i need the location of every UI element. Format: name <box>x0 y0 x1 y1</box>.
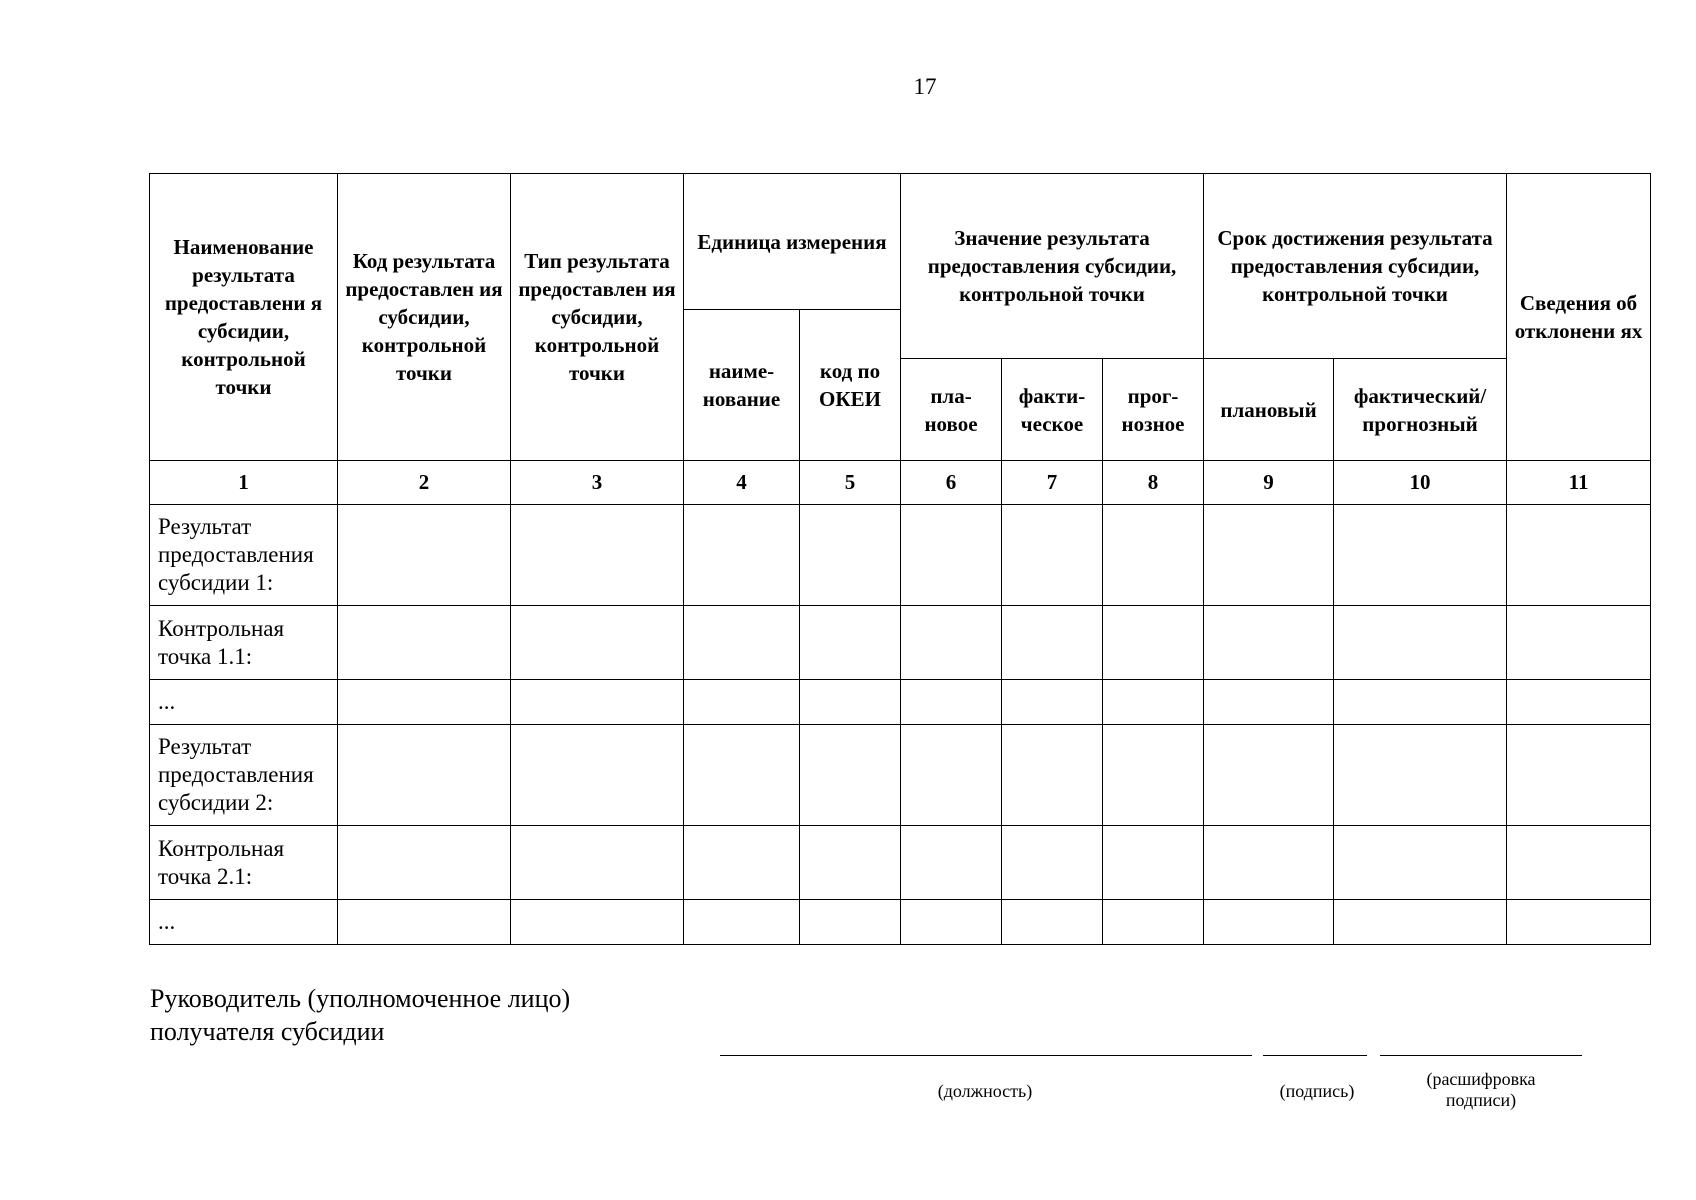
header-term-fact: фактический/ прогнозный <box>1334 359 1507 461</box>
header-term-plan: плановый <box>1204 359 1334 461</box>
table-cell <box>1002 826 1103 900</box>
table-cell <box>1507 680 1651 725</box>
table-cell <box>1334 725 1507 826</box>
column-number: 1 <box>150 461 338 505</box>
table-row <box>150 826 1651 900</box>
header-name: Наименование результата предоставлени я субсидии, контрольной точки <box>150 174 338 461</box>
table-cell <box>684 606 800 680</box>
column-number: 10 <box>1334 461 1507 505</box>
row-label: ... <box>150 680 338 725</box>
table-cell <box>1507 826 1651 900</box>
row-label: ... <box>150 900 338 945</box>
table-cell <box>1334 826 1507 900</box>
table-cell <box>1507 725 1651 826</box>
table-cell <box>1204 505 1334 606</box>
page-number: 17 <box>913 74 937 99</box>
table-cell <box>1002 900 1103 945</box>
table-cell <box>1334 505 1507 606</box>
row-label: Контрольная точка 1.1: <box>150 606 338 680</box>
column-number: 5 <box>800 461 901 505</box>
table-cell <box>684 900 800 945</box>
table-cell <box>1204 680 1334 725</box>
column-number: 8 <box>1103 461 1204 505</box>
table-cell <box>684 680 800 725</box>
table-cell <box>1103 680 1204 725</box>
column-number-row <box>150 461 1651 505</box>
table-cell <box>1204 725 1334 826</box>
table-cell <box>1002 505 1103 606</box>
table-cell <box>1507 900 1651 945</box>
header-value-plan: пла- новое <box>901 359 1002 461</box>
table-row <box>150 606 1651 680</box>
table-cell <box>1103 505 1204 606</box>
table-cell <box>1204 606 1334 680</box>
table-cell <box>1204 826 1334 900</box>
column-number: 2 <box>338 461 511 505</box>
table-cell <box>1507 606 1651 680</box>
table-cell <box>511 680 684 725</box>
table-cell <box>1334 680 1507 725</box>
table-cell <box>511 505 684 606</box>
table-cell <box>684 826 800 900</box>
table-cell <box>1204 900 1334 945</box>
header-unit-okei: код по ОКЕИ <box>800 310 901 461</box>
row-label: Результат предоставления субсидии 1: <box>150 505 338 606</box>
table-cell <box>901 505 1002 606</box>
table-cell <box>1103 606 1204 680</box>
table-cell <box>800 725 901 826</box>
header-value-fact: факти- ческое <box>1002 359 1103 461</box>
decode-caption: (расшифровка подписи) <box>1426 1069 1536 1110</box>
table-cell <box>338 680 511 725</box>
table-cell <box>901 680 1002 725</box>
table-cell <box>800 606 901 680</box>
table-cell <box>1334 606 1507 680</box>
table-cell <box>800 900 901 945</box>
table-cell <box>1103 900 1204 945</box>
row-label: Контрольная точка 2.1: <box>150 826 338 900</box>
table-row <box>150 680 1651 725</box>
signature-block <box>150 982 570 1048</box>
table-cell <box>1002 680 1103 725</box>
header-unit-name: наиме- нование <box>684 310 800 461</box>
table-cell <box>901 826 1002 900</box>
table-cell <box>800 680 901 725</box>
header-term: Срок достижения результата предоставления субсидии, контрольной точки <box>1204 174 1507 359</box>
signature-title-line1: Руководитель (уполномоченное лицо) <box>150 984 571 1013</box>
table-cell <box>1334 900 1507 945</box>
column-number: 3 <box>511 461 684 505</box>
table-cell <box>511 900 684 945</box>
header-unit: Единица измерения <box>684 174 901 310</box>
table-cell <box>1507 505 1651 606</box>
column-number: 11 <box>1507 461 1651 505</box>
table-cell <box>684 725 800 826</box>
position-line <box>720 1055 1252 1056</box>
header-deviation: Сведения об отклонени ях <box>1507 174 1651 461</box>
header-type: Тип результата предоставлен ия субсидии, контрольной точки <box>511 174 684 461</box>
table-cell <box>511 725 684 826</box>
column-number: 9 <box>1204 461 1334 505</box>
sign-caption: (подпись) <box>1279 1081 1355 1101</box>
header-code: Код результата предоставлен ия субсидии, контрольной точки <box>338 174 511 461</box>
header-value-forecast: прог- нозное <box>1103 359 1204 461</box>
table-cell <box>800 826 901 900</box>
table-cell <box>338 900 511 945</box>
results-table <box>149 173 1651 945</box>
table-cell <box>338 606 511 680</box>
table-cell <box>1002 606 1103 680</box>
table-row <box>150 725 1651 826</box>
table-cell <box>338 826 511 900</box>
table-cell <box>901 900 1002 945</box>
decode-line <box>1380 1055 1582 1056</box>
table-cell <box>800 505 901 606</box>
table-row <box>150 900 1651 945</box>
table-cell <box>1103 826 1204 900</box>
row-label: Результат предоставления субсидии 2: <box>150 725 338 826</box>
column-number: 6 <box>901 461 1002 505</box>
table-cell <box>901 606 1002 680</box>
table-cell <box>901 725 1002 826</box>
table-cell <box>511 826 684 900</box>
table-cell <box>511 606 684 680</box>
table-cell <box>338 725 511 826</box>
table-cell <box>1002 725 1103 826</box>
signature-title-line2: получателя субсидии <box>150 1017 385 1046</box>
table-cell <box>338 505 511 606</box>
signature-line <box>1263 1055 1367 1056</box>
table-row <box>150 505 1651 606</box>
column-number: 7 <box>1002 461 1103 505</box>
position-caption: (должность) <box>937 1081 1033 1101</box>
column-number: 4 <box>684 461 800 505</box>
table-cell <box>684 505 800 606</box>
header-value: Значение результата предоставления субсидии, контрольной точки <box>901 174 1204 359</box>
table-cell <box>1103 725 1204 826</box>
